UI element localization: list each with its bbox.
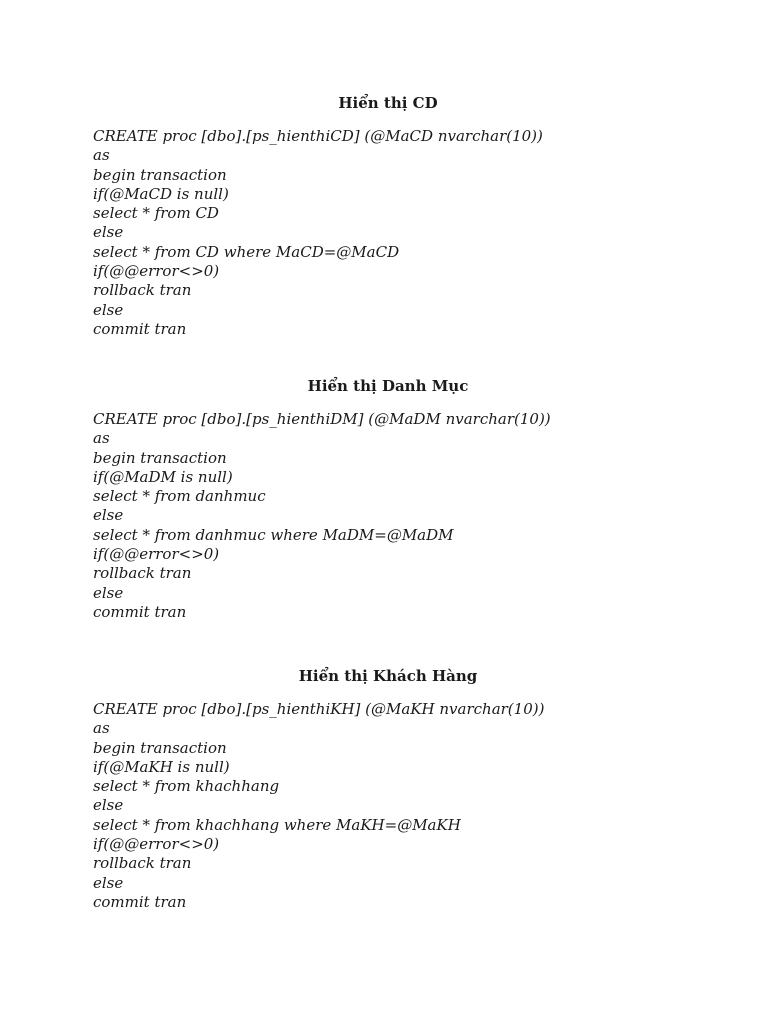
code-block [93, 410, 683, 622]
code-line: select * from khachhang [93, 777, 280, 796]
code-line: CREATE proc [dbo].[ps_hienthiCD] (@MaCD nvarchar(10)) [93, 127, 543, 145]
code-line: rollback tran [93, 564, 192, 583]
code-line: as [93, 146, 110, 165]
section-heading: Hiển thị Danh Mục [307, 377, 469, 395]
code-line: begin transaction [93, 165, 227, 184]
code-line: else [93, 873, 124, 892]
code-line: if(@@error<>0) [93, 262, 220, 281]
code-line: if(@@error<>0) [93, 545, 220, 564]
code-line: begin transaction [93, 738, 227, 757]
code-line: commit tran [93, 319, 187, 338]
code-line: begin transaction [93, 448, 227, 467]
code-line: else [93, 223, 124, 242]
code-line: else [93, 300, 124, 319]
section-hienthi-khachhang [93, 666, 683, 912]
section-heading: Hiển thị Khách Hàng [298, 667, 478, 685]
code-line: as [93, 429, 110, 448]
code-line: else [93, 506, 124, 525]
code-line: if(@MaDM is null) [93, 467, 233, 486]
code-block [93, 700, 683, 912]
code-line: select * from CD [93, 204, 219, 223]
section-hienthi-danhmuc [93, 376, 683, 622]
code-line: if(@MaKH is null) [93, 757, 230, 776]
code-line: select * from danhmuc where MaDM=@MaDM [93, 525, 454, 544]
code-line: CREATE proc [dbo].[ps_hienthiKH] (@MaKH nvarchar(10)) [93, 700, 545, 718]
code-line: rollback tran [93, 281, 192, 300]
code-block [93, 127, 683, 339]
code-line: select * from danhmuc [93, 487, 266, 506]
code-line: commit tran [93, 892, 187, 911]
code-line: if(@@error<>0) [93, 835, 220, 854]
code-line: if(@MaCD is null) [93, 184, 229, 203]
code-line: commit tran [93, 602, 187, 621]
code-line: select * from CD where MaCD=@MaCD [93, 242, 400, 261]
code-line: rollback tran [93, 854, 192, 873]
code-line: select * from khachhang where MaKH=@MaKH [93, 815, 461, 834]
section-hienthi-cd [93, 93, 683, 339]
code-line: CREATE proc [dbo].[ps_hienthiDM] (@MaDM nvarchar(10)) [93, 410, 551, 428]
code-line: as [93, 719, 110, 738]
code-line: else [93, 796, 124, 815]
section-heading: Hiển thị CD [338, 94, 438, 112]
code-line: else [93, 583, 124, 602]
